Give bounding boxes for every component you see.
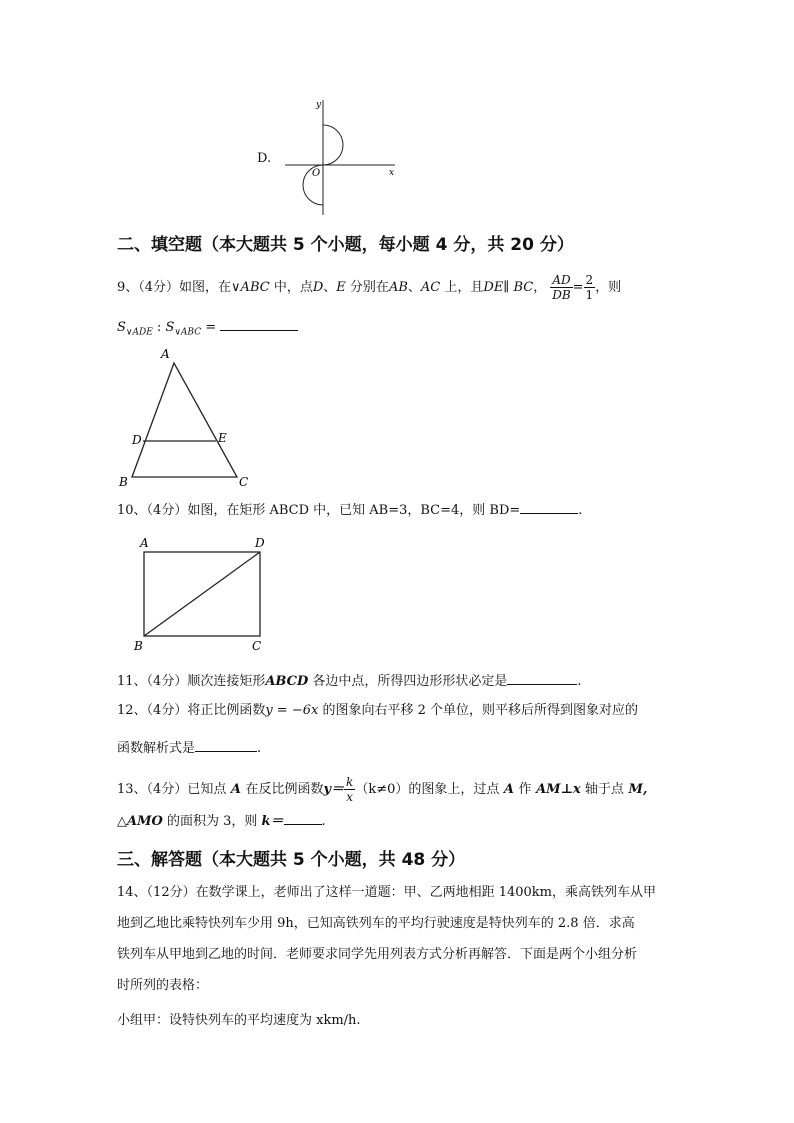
q9-colon: : [152,320,166,335]
q14-line2: 地到乙地比乘特快列车少用 9h，已知高铁列车的平均行驶速度是特快列车的 2.8 倍．求高 [117,916,635,931]
q12-line1 [117,702,638,720]
frac-denominator: 1 [585,288,594,302]
q9-triangle: ∨ABC [231,280,270,295]
q12-prefix: 12、（4分）将正比例函数 [117,703,266,718]
q10-end: . [578,503,583,518]
q13-triangle-amo: △AMO [117,814,163,829]
x-axis-label: x [389,168,395,178]
q9-parallel: DE∥ BC [483,280,534,295]
q13-line2 [117,810,326,831]
label-e: E [218,431,227,445]
section-3-title: 三、解答题（本大题共 5 个小题，共 48 分） [117,850,466,870]
q13-y-equals: y＝ [323,782,345,797]
q11-line [117,670,582,691]
q13-line1 [117,775,647,804]
q9-line1 [117,273,621,302]
q13-point-a: A [226,782,246,797]
q13-text: 轴于点 [580,782,624,797]
q12-answer-blank[interactable] [195,737,257,752]
frac-denominator: DB [552,288,571,302]
label-d: D [255,536,265,550]
label-b: B [134,639,143,653]
q14-line4: 时所列的表格： [117,978,209,993]
q13-k-equals: k＝ [261,814,284,829]
q9-tail: ，则 [595,280,622,295]
q10-rectangle-figure [128,530,278,655]
frac-numerator: k [346,775,354,789]
q12-line2 [117,737,261,758]
q13-point-m: M, [623,782,648,797]
frac-numerator: AD [552,273,571,287]
q13-am: AM [531,782,561,797]
q13-point-a: A [499,782,519,797]
triangle-abc [132,363,237,477]
q14-line3: 铁列车从甲地到乙地的时间．老师要求同学先用列表方式分析再解答．下面是两个小组分析 [117,947,638,962]
q13-text: 的图象上，过点 [408,782,500,797]
q12-suffix: 的图象向右平移 2 个单位，则平移后所得到图象对应的 [318,703,638,718]
q9-sep: ， [533,280,547,295]
q9-point-d: D [312,280,324,295]
q9-text: 中，点 [269,280,313,295]
q9-text: 分别在 [345,280,389,295]
q9-fraction-ad-db [550,273,572,302]
q14-line5: 小组甲：设特快列车的平均速度为 xkm/h. [117,1013,361,1028]
q9-area-sub1: ∨ADE [125,327,153,338]
q9-side-ac: AC [420,280,441,295]
q9-sep: 、 [323,280,337,295]
label-d: D [132,433,142,447]
q13-perp-x: ⊥x [560,782,581,797]
q9-area-s: S [165,320,175,335]
q9-answer-blank[interactable] [220,316,298,331]
frac-numerator: 2 [585,273,594,287]
q10-answer-blank[interactable] [520,499,578,514]
q14-line1: 14、（12分）在数学课上，老师出了这样一道题：甲、乙两地相距 1400km，乘高铁列车从甲 [117,885,657,900]
label-b: B [119,475,128,489]
option-d-label: D. [257,151,272,166]
upper-semicircle [323,125,343,165]
q9-area-sub2: ∨ABC [174,327,202,338]
option-d-graph [280,95,405,220]
q10-line [117,499,582,520]
label-c: C [239,475,249,489]
label-c: C [252,639,262,653]
diagonal-bd [144,552,260,636]
q11-abcd: ABCD [265,674,309,689]
q9-line2 [117,316,298,342]
q13-end: . [321,814,326,829]
q12-function: y = −6x [265,703,319,718]
q11-answer-blank[interactable] [507,670,577,685]
q9-text: 上，且 [440,280,484,295]
frac-denominator: x [346,790,354,804]
q9-point-e: E [336,280,346,295]
section-2-title: 二、填空题（本大题共 5 个小题，每小题 4 分，共 20 分） [117,235,574,255]
q13-prefix: 13、（4分）已知点 [117,782,227,797]
q13-text: 在反比例函数 [245,782,324,797]
q10-text: 10、（4分）如图，在矩形 ABCD 中，已知 AB=3，BC=4，则 BD= [117,503,521,518]
q11-end: . [577,674,582,689]
origin-label: O [312,168,321,179]
q9-eq: = [201,320,221,335]
q13-fraction-k-x [344,775,355,804]
q9-side-ab: AB [388,280,408,295]
q11-prefix: 11、（4分）顺次连接矩形 [117,674,266,689]
q9-equals: = [572,280,584,295]
q12-end: . [257,741,262,756]
y-axis-label: y [316,100,322,110]
q9-area-s: S [117,320,126,335]
q13-text: 的面积为 3，则 [162,814,262,829]
q12-line2-text: 函数解析式是 [117,741,196,756]
q9-triangle-figure [112,345,257,490]
q11-suffix: 各边中点，所得四边形形状必定是 [308,674,508,689]
q9-fraction-2-1 [584,273,596,302]
q13-condition: （k≠0） [355,782,409,797]
label-a: A [140,536,149,550]
q13-text: 作 [518,782,532,797]
q13-answer-blank[interactable] [284,810,322,825]
q9-prefix: 9、（4分）如图，在 [117,280,232,295]
label-a: A [161,347,170,361]
q9-sep: 、 [407,280,421,295]
